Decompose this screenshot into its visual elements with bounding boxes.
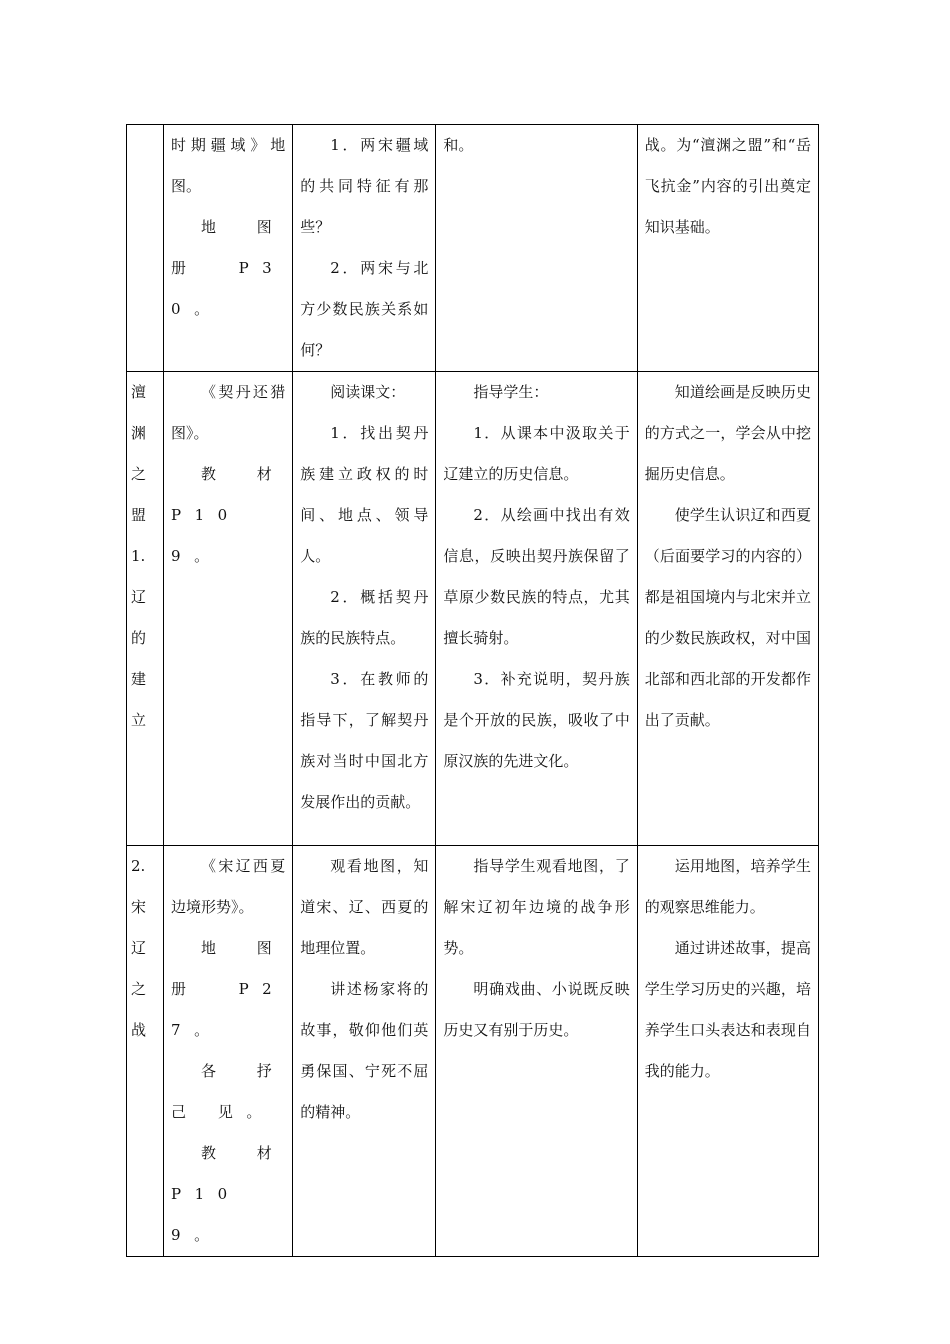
student-activity-text: 1．两宋疆域的共同特征有那些？ (300, 136, 429, 236)
design-intent-text: 运用地图，培养学生的观察思维能力。 (644, 857, 811, 916)
topic-cell (127, 125, 164, 372)
topic-cell (127, 372, 164, 846)
teacher-activity-cell (436, 125, 637, 372)
student-activity-cell (293, 372, 436, 846)
resources-cell (164, 846, 293, 1257)
student-activity-text: 2．概括契丹族的民族特点。 (300, 588, 429, 647)
topic-cell (127, 846, 164, 1257)
topic-text: 澶渊之盟1.辽的建立 (131, 383, 147, 729)
teacher-activity-text: 指导学生观看地图，了解宋辽初年边境的战争形势。 (443, 857, 630, 957)
student-activity-text: 2．两宋与北方少数民族关系如何？ (300, 259, 429, 359)
resources-cell (164, 125, 293, 372)
table-row (127, 846, 819, 1257)
design-intent-cell (637, 125, 818, 372)
design-intent-text: 战。为“澶渊之盟”和“岳飞抗金”内容的引出奠定知识基础。 (644, 136, 811, 236)
resource-text: 《宋辽西夏边境形势》。 (171, 857, 286, 916)
teacher-activity-text: 2．从绘画中找出有效信息，反映出契丹族保留了草原少数民族的特点，尤其擅长骑射。 (443, 506, 630, 647)
resource-text: 《契丹还猎图》。 (171, 383, 286, 442)
resource-text: 各 抒 己 见。 (171, 1062, 286, 1121)
teacher-activity-cell (436, 372, 637, 846)
design-intent-cell (637, 846, 818, 1257)
student-activity-text: 1．找出契丹族建立政权的时间、地点、领导人。 (300, 424, 429, 565)
student-activity-text: 观看地图，知道宋、辽、西夏的地理位置。 (300, 857, 429, 957)
teacher-activity-text: 明确戏曲、小说既反映历史又有别于历史。 (443, 980, 630, 1039)
teacher-activity-cell (436, 846, 637, 1257)
student-activity-cell (293, 125, 436, 372)
design-intent-text: 通过讲述故事，提高学生学习历史的兴趣，培养学生口头表达和表现自我的能力。 (644, 939, 811, 1080)
teacher-activity-text: 和。 (443, 136, 474, 154)
design-intent-text: 知道绘画是反映历史的方式之一，学会从中挖掘历史信息。 (644, 383, 811, 483)
design-intent-text: 使学生认识辽和西夏（后面要学习的内容的）都是祖国境内与北宋并立的少数民族政权，对中国北部和西北部的开发都作出了贡献。 (644, 506, 811, 729)
lesson-plan-table (126, 124, 819, 1257)
resource-text: 教 材 P109。 (171, 1144, 286, 1244)
topic-text: 2.宋辽之战 (131, 857, 147, 1039)
resource-text: 教 材 P109。 (171, 465, 286, 565)
resource-text: 地 图 册 P30。 (171, 218, 286, 318)
teacher-activity-text: 3．补充说明，契丹族是个开放的民族，吸收了中原汉族的先进文化。 (443, 670, 630, 770)
resource-text: 时期疆域》地图。 (171, 136, 286, 195)
resource-text: 地 图 册 P27。 (171, 939, 286, 1039)
teacher-activity-text: 1．从课本中汲取关于辽建立的历史信息。 (443, 424, 630, 483)
student-activity-text: 3．在教师的指导下，了解契丹族对当时中国北方发展作出的贡献。 (300, 670, 429, 811)
student-activity-cell (293, 846, 436, 1257)
table-row (127, 125, 819, 372)
design-intent-cell (637, 372, 818, 846)
resources-cell (164, 372, 293, 846)
student-activity-text: 讲述杨家将的故事，敬仰他们英勇保国、宁死不屈的精神。 (300, 980, 429, 1121)
student-activity-text: 阅读课文： (330, 383, 406, 401)
table-row (127, 372, 819, 846)
teacher-activity-text: 指导学生： (473, 383, 549, 401)
